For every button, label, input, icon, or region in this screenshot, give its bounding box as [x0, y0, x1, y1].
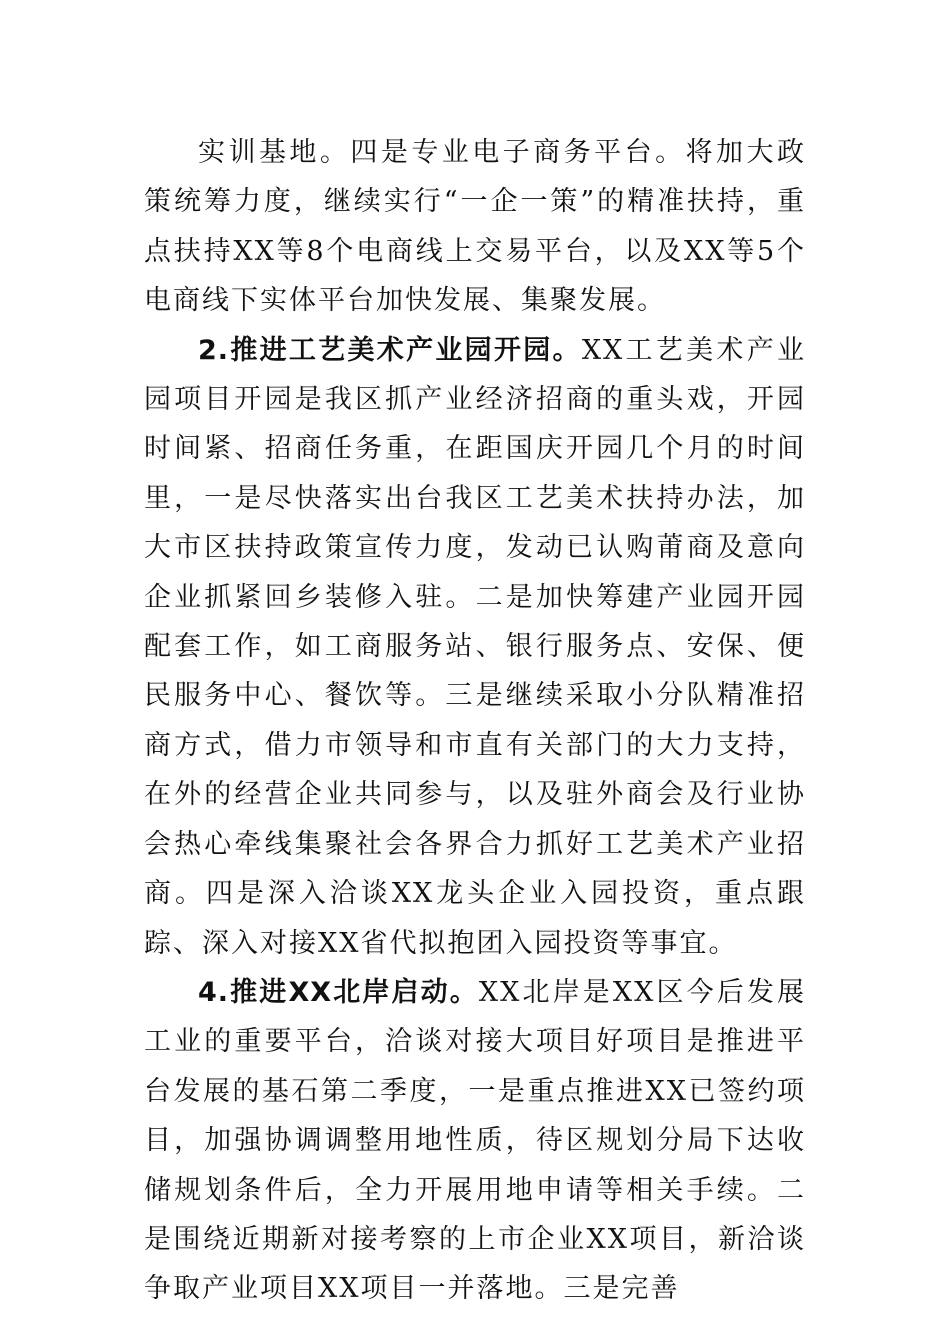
paragraph-1: [144, 128, 806, 326]
paragraph-3: [144, 968, 806, 1314]
paragraph-2-text: XX工艺美术产业园项目开园是我区抓产业经济招商的重头戏，开园时间紧、招商任务重，在距国庆开园几个月的时间里，一是尽快落实出台我区工艺美术扶持办法，加大市区扶持政策宣传力度，发动已认购莆商及意向企业抓紧回乡装修入驻。二是加快筹建产业园开园配套工作，如工商服务站、银行服务点、安保、便民服务中心、餐饮等。三是继续采取小分队精准招商方式，借力市领导和市直有关部门的大力支持，在外的经营企业共同参与，以及驻外商会及行业协会热心牵线集聚社会各界合力抓好工艺美术产业招商。四是深入洽谈XX龙头企业入园投资，重点跟踪、深入对接XX省代拟抱团入园投资等事宜。: [144, 334, 806, 959]
paragraph-3-heading: 4.推进XX北岸启动。: [198, 976, 479, 1008]
paragraph-2: [144, 326, 806, 968]
paragraph-2-heading: 2.推进工艺美术产业园开园。: [198, 334, 582, 366]
document-body: [144, 128, 806, 1314]
paragraph-1-text: 实训基地。四是专业电子商务平台。将加大政策统筹力度，继续实行“一企一策”的精准扶持，重点扶持XX等8个电商线上交易平台，以及XX等5个电商线下实体平台加快发展、集聚发展。: [144, 137, 806, 317]
paragraph-3-text: XX北岸是XX区今后发展工业的重要平台，洽谈对接大项目好项目是推进平台发展的基石第二季度，一是重点推进XX已签约项目，加强协调调整用地性质，待区规划分局下达收储规划条件后，全力开展用地申请等相关手续。二是围绕近期新对接考察的上市企业XX项目，新洽谈争取产业项目XX项目一并落地。三是完善: [144, 976, 806, 1305]
